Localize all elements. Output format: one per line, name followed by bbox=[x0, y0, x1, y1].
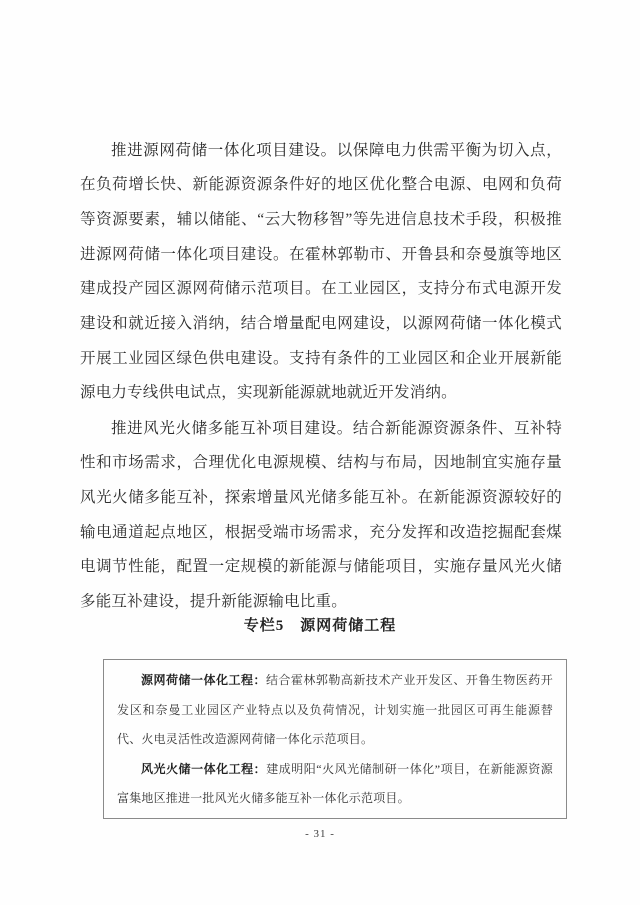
box-item-1-text: 结合霍林郭勒高新技术产业开发区、开鲁生物医药开发区和奈曼工业园区产业特点以及负荷情况，计划实施一批园区可再生能源替代、火电灵活性改造源网荷储一体化示范项目。 bbox=[117, 673, 553, 746]
box-item-1-lead: 源网荷储一体化工程： bbox=[141, 673, 266, 687]
paragraph-1-text: 以保障电力供需平衡为切入点，在负荷增长快、新能源资源条件好的地区优化整合电源、电网和负荷等资源要素，辅以储能、“云大物移智”等先进信息技术手段，积极推进源网荷储一体化项目建设。在霍林郭勒市、开鲁县和奈曼旗等地区建成投产园区源网荷储示范项目。在工业园区，支持分布式电源开发建设和就近接入消纳，结合增量配电网建设，以源网荷储一体化模式开展工业园区绿色供电建设。支持有条件的工业园区和企业开展新能源电力专线供电试点，实现新能源就地就近开发消纳。 bbox=[80, 141, 562, 402]
body-paragraph-1 bbox=[80, 134, 562, 412]
column-box-title: 专栏5 源网荷储工程 bbox=[243, 618, 397, 634]
box-item-2-lead: 风光火储一体化工程： bbox=[141, 761, 267, 776]
column-box bbox=[103, 659, 567, 819]
paragraph-2-lead: 推进风光火储多能互补项目建设。 bbox=[111, 419, 353, 437]
box-item-2 bbox=[117, 755, 553, 814]
body-paragraph-2 bbox=[80, 412, 562, 620]
paragraph-2-text: 结合新能源资源条件、互补特性和市场需求，合理优化电源规模、结构与布局，因地制宜实施存量风光火储多能互补，探索增量风光储多能互补。在新能源资源较好的输电通道起点地区，根据受端市场需求，充分发挥和改造挖掘配套煤电调节性能，配置一定规模的新能源与储能项目，实施存量风光火储多能互补建设，提升新能源输电比重。 bbox=[80, 419, 562, 611]
page-number: - 31 - bbox=[305, 828, 335, 840]
box-item-1 bbox=[117, 666, 553, 755]
box-item-2-text: 建成明阳“火风光储制研一体化”项目，在新能源资源富集地区推进一批风光火储多能互补一体化示范项目。 bbox=[117, 761, 553, 805]
paragraph-1-lead: 推进源网荷储一体化项目建设。 bbox=[111, 141, 337, 159]
